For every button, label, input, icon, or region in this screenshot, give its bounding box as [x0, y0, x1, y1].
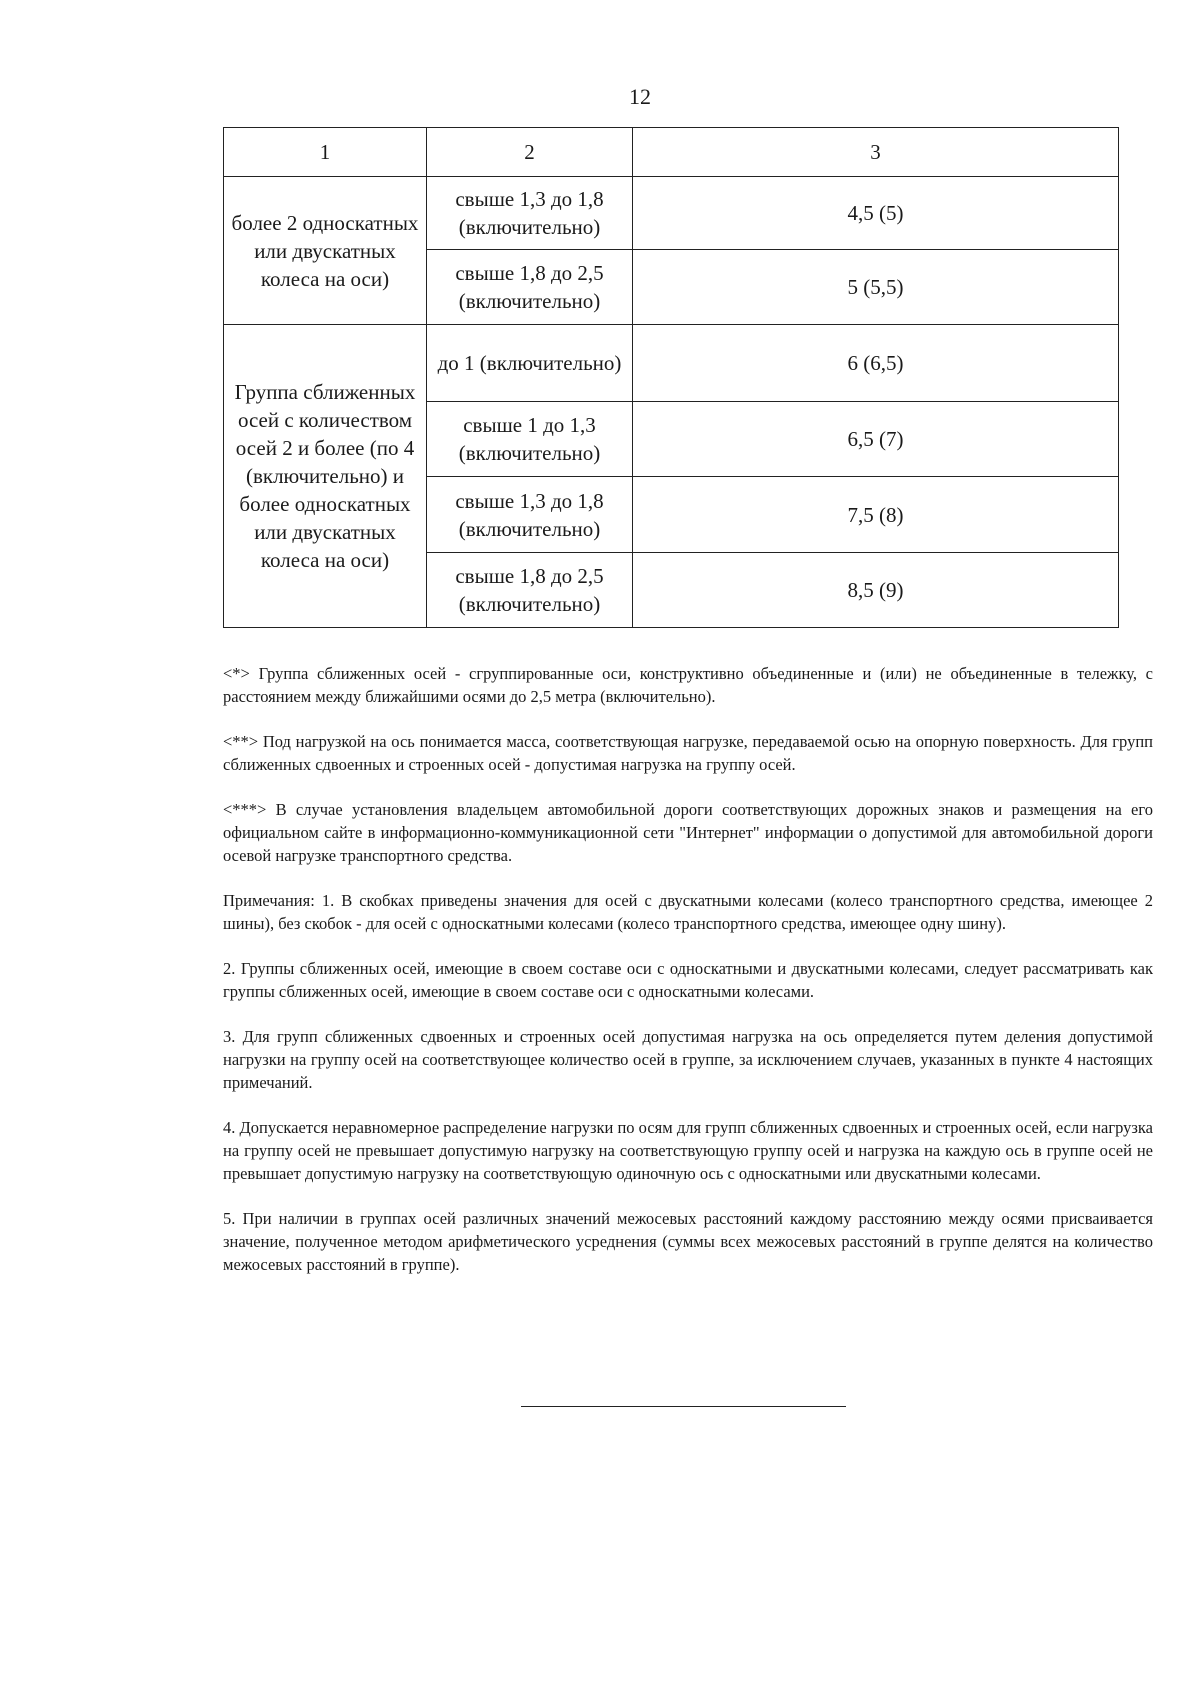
footnote-group-definition: <*> Группа сближенных осей - сгруппированные оси, конструктивно объединенные и (или) не объединенные в тележку, с расстоянием между ближайшими осями до 2,5 метра (включительно).: [223, 664, 1153, 706]
axle-load-table: [223, 127, 1119, 628]
value-cell: 4,5 (5): [633, 177, 1119, 250]
range-cell: до 1 (включительно): [427, 325, 633, 402]
group-label: Группа сближенных осей с количеством осей 2 и более (по 4 (включительно) и более односкатных или двускатных колеса на оси): [224, 325, 427, 628]
page-number: 12: [629, 84, 651, 109]
value-cell: 7,5 (8): [633, 477, 1119, 553]
range-cell: свыше 1,8 до 2,5 (включительно): [427, 250, 633, 325]
group-label: более 2 односкатных или двускатных колеса на оси): [224, 177, 427, 325]
footnote-road-owner: <***> В случае установления владельцем автомобильной дороги соответствующих дорожных знаков и размещения на его официальном сайте в информационно-коммуникационной сети "Интернет" информации о допустимой для автомобильной дороги осевой нагрузке транспортного средства.: [223, 800, 1153, 865]
table-header-row: [224, 128, 1119, 177]
column-header: 3: [633, 128, 1119, 177]
note-1: Примечания: 1. В скобках приведены значения для осей с двускатными колесами (колесо транспортного средства, имеющее 2 шины), без скобок - для осей с односкатными колесами (колесо транспортного средства, имеющее одну шину).: [223, 891, 1153, 933]
end-divider: [521, 1406, 846, 1407]
range-cell: свыше 1 до 1,3 (включительно): [427, 402, 633, 477]
notes-section: [223, 662, 1153, 1298]
value-cell: 6 (6,5): [633, 325, 1119, 402]
value-cell: 8,5 (9): [633, 553, 1119, 628]
note-4: 4. Допускается неравномерное распределение нагрузки по осям для групп сближенных сдвоенных и строенных осей, если нагрузка на группу осей не превышает допустимую нагрузку на соответствующую группу осей и нагрузка на каждую ось в группе осей не превышает допустимую нагрузку на соответствующую одиночную ось с односкатными или двускатными колесами.: [223, 1118, 1153, 1183]
note-3: 3. Для групп сближенных сдвоенных и строенных осей допустимая нагрузка на ось определяется путем деления допустимой нагрузки на группу осей на соответствующее количество осей в группе, за исключением случаев, указанных в пункте 4 настоящих примечаний.: [223, 1027, 1153, 1092]
value-cell: 5 (5,5): [633, 250, 1119, 325]
note-5: 5. При наличии в группах осей различных значений межосевых расстояний каждому расстоянию между осями присваивается значение, полученное методом арифметического усреднения (суммы всех межосевых расстояний в группе делятся на количество межосевых расстояний в группе).: [223, 1209, 1153, 1274]
table-row: [224, 325, 1119, 402]
column-header: 2: [427, 128, 633, 177]
value-cell: 6,5 (7): [633, 402, 1119, 477]
range-cell: свыше 1,8 до 2,5 (включительно): [427, 553, 633, 628]
note-2: 2. Группы сближенных осей, имеющие в своем составе оси с односкатными и двускатными колесами, следует рассматривать как группы сближенных осей, имеющие в своем составе оси с односкатными колесами.: [223, 959, 1153, 1001]
table-row: [224, 177, 1119, 250]
footnote-axle-load: <**> Под нагрузкой на ось понимается масса, соответствующая нагрузке, передаваемой осью на опорную поверхность. Для групп сближенных сдвоенных и строенных осей - допустимая нагрузка на группу осей.: [223, 732, 1153, 774]
column-header: 1: [224, 128, 427, 177]
range-cell: свыше 1,3 до 1,8 (включительно): [427, 477, 633, 553]
range-cell: свыше 1,3 до 1,8 (включительно): [427, 177, 633, 250]
